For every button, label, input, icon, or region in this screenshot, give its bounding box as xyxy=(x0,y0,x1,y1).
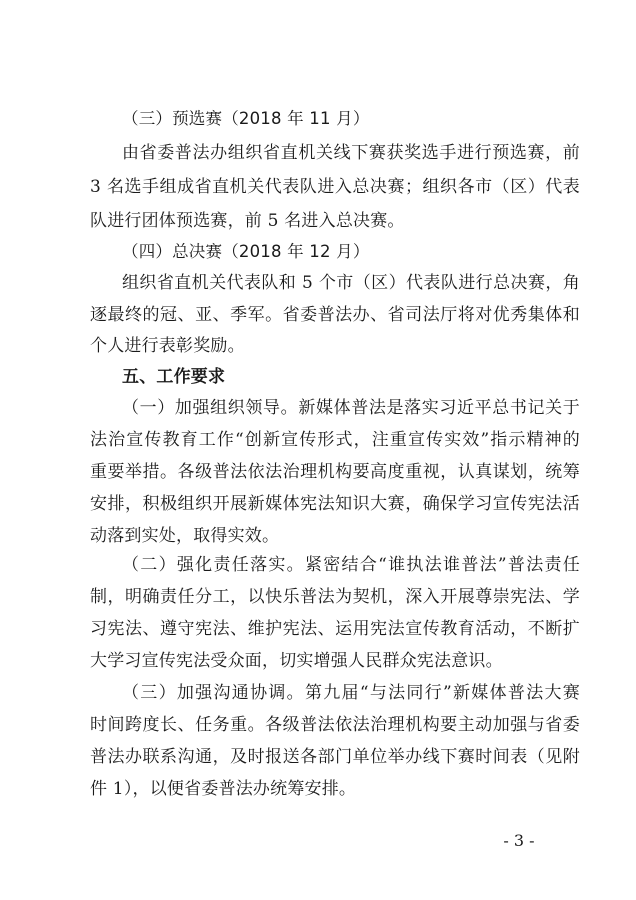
paragraph-line: 3 名选手组成省直机关代表队进入总决赛；组织各市（区）代表 xyxy=(90,177,580,197)
paragraph-line: （一）加强组织领导。新媒体普法是落实习近平总书记关于 xyxy=(122,398,580,418)
paragraph-line: 组织省直机关代表队和 5 个市（区）代表队进行总决赛，角 xyxy=(122,273,580,293)
paragraph-line: 法治宣传教育工作“创新宣传形式，注重宣传实效”指示精神的 xyxy=(90,430,580,450)
paragraph-line: 件 1），以便省委普法办统筹安排。 xyxy=(90,779,357,799)
paragraph-line: 习宪法、遵守宪法、维护宪法、运用宪法宣传教育活动，不断扩 xyxy=(90,619,580,639)
section-five-heading: 五、工作要求 xyxy=(122,367,226,387)
prelim-section-heading: （三）预选赛（2018 年 11 月） xyxy=(122,109,370,128)
paragraph-line: 时间跨度长、任务重。各级普法依法治理机构要主动加强与省委 xyxy=(90,715,580,735)
final-section-heading: （四）总决赛（2018 年 12 月） xyxy=(122,242,370,261)
paragraph-line: （二）强化责任落实。紧密结合“谁执法谁普法”普法责任 xyxy=(122,555,580,575)
paragraph-line: 制，明确责任分工，以快乐普法为契机，深入开展尊崇宪法、学 xyxy=(90,587,580,607)
paragraph-line: 动落到实处，取得实效。 xyxy=(90,526,280,546)
paragraph-line: 大学习宣传宪法受众面，切实增强人民群众宪法意识。 xyxy=(90,651,503,671)
paragraph-line: 队进行团体预选赛，前 5 名进入总决赛。 xyxy=(90,211,405,231)
paragraph-line: 重要举措。各级普法依法治理机构要高度重视，认真谋划，统筹 xyxy=(90,462,580,482)
paragraph-line: 逐最终的冠、亚、季军。省委普法办、省司法厅将对优秀集体和 xyxy=(90,305,580,325)
paragraph-line: 由省委普法办组织省直机关线下赛获奖选手进行预选赛，前 xyxy=(122,143,580,163)
paragraph-line: （三）加强沟通协调。第九届“与法同行”新媒体普法大赛 xyxy=(122,683,580,703)
paragraph-line: 安排，积极组织开展新媒体宪法知识大赛，确保学习宣传宪法活 xyxy=(90,494,580,514)
paragraph-line: 个人进行表彰奖励。 xyxy=(90,336,245,356)
paragraph-line: 普法办联系沟通，及时报送各部门单位举办线下赛时间表（见附 xyxy=(90,747,580,767)
page-number: - 3 - xyxy=(503,831,535,850)
